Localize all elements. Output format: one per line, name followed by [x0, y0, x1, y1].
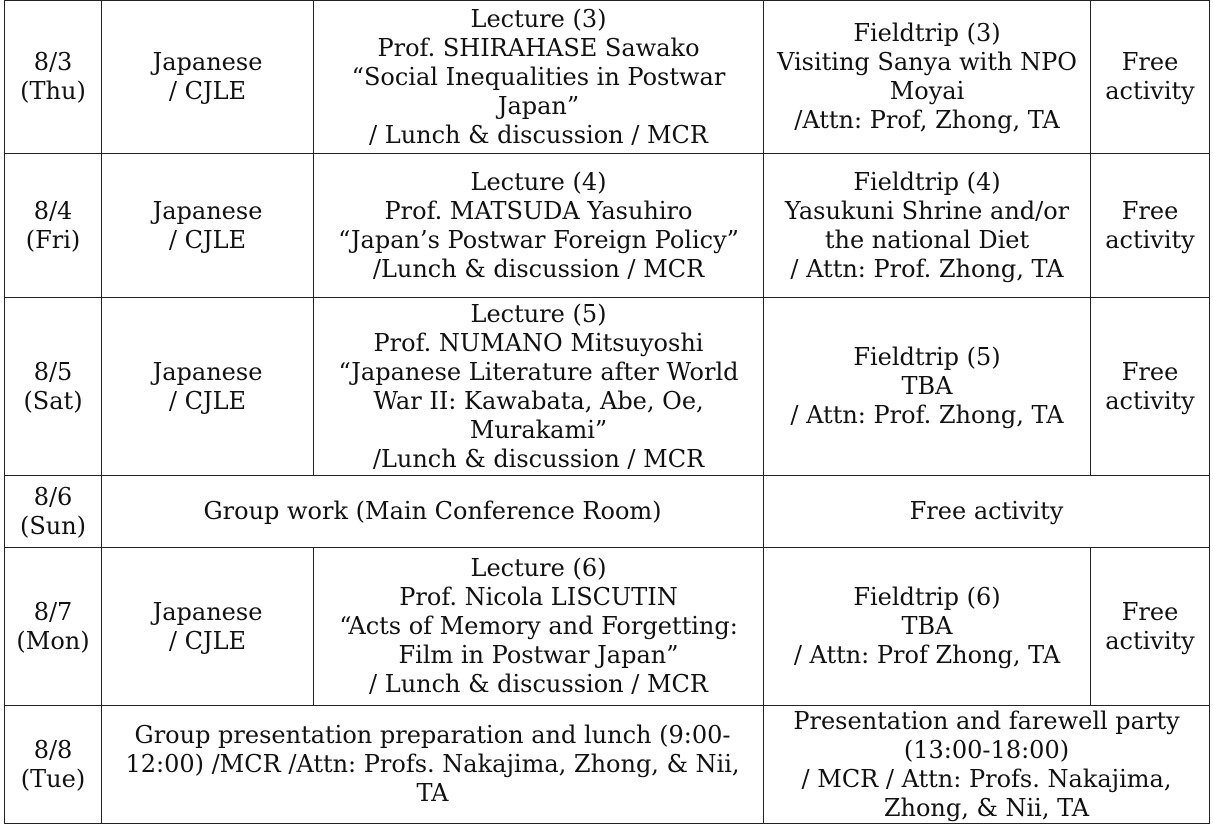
afternoon-activity-cell: Free activity: [764, 476, 1210, 548]
language-class-cell: Japanese / CJLE: [102, 1, 314, 154]
lecture-cell: Lecture (4) Prof. MATSUDA Yasuhiro “Japan’s Postwar Foreign Policy” /Lunch & discussion / MCR: [314, 154, 764, 298]
fieldtrip-cell: Fieldtrip (5) TBA / Attn: Prof. Zhong, TA: [764, 298, 1091, 476]
date-cell: 8/6 (Sun): [5, 476, 102, 548]
free-activity-cell: Free activity: [1091, 298, 1210, 476]
morning-activity-cell: Group work (Main Conference Room): [102, 476, 764, 548]
free-activity-cell: Free activity: [1091, 548, 1210, 706]
date-cell: 8/7 (Mon): [5, 548, 102, 706]
language-class-cell: Japanese / CJLE: [102, 548, 314, 706]
fieldtrip-cell: Fieldtrip (6) TBA / Attn: Prof Zhong, TA: [764, 548, 1091, 706]
schedule-row-8-6: [5, 476, 1210, 548]
schedule-row-8-8: [5, 706, 1210, 824]
fieldtrip-cell: Fieldtrip (3) Visiting Sanya with NPO Moyai /Attn: Prof, Zhong, TA: [764, 1, 1091, 154]
fieldtrip-cell: Fieldtrip (4) Yasukuni Shrine and/or the national Diet / Attn: Prof. Zhong, TA: [764, 154, 1091, 298]
date-cell: 8/3 (Thu): [5, 1, 102, 154]
afternoon-activity-cell: Presentation and farewell party (13:00-18:00) / MCR / Attn: Profs. Nakajima, Zhong, & Nii, TA: [764, 706, 1210, 824]
date-cell: 8/8 (Tue): [5, 706, 102, 824]
date-cell: 8/4 (Fri): [5, 154, 102, 298]
schedule-row-8-5: [5, 298, 1210, 476]
lecture-cell: Lecture (3) Prof. SHIRAHASE Sawako “Social Inequalities in Postwar Japan” / Lunch & discussion / MCR: [314, 1, 764, 154]
morning-activity-cell: Group presentation preparation and lunch (9:00- 12:00) /MCR /Attn: Profs. Nakajima, Zhong, & Nii, TA: [102, 706, 764, 824]
schedule-table: [4, 0, 1210, 824]
language-class-cell: Japanese / CJLE: [102, 154, 314, 298]
schedule-row-8-3: [5, 1, 1210, 154]
lecture-cell: Lecture (5) Prof. NUMANO Mitsuyoshi “Japanese Literature after World War II: Kawabata, Abe, Oe, Murakami” /Lunch & discussion / MCR: [314, 298, 764, 476]
language-class-cell: Japanese / CJLE: [102, 298, 314, 476]
free-activity-cell: Free activity: [1091, 154, 1210, 298]
schedule-row-8-7: [5, 548, 1210, 706]
free-activity-cell: Free activity: [1091, 1, 1210, 154]
lecture-cell: Lecture (6) Prof. Nicola LISCUTIN “Acts of Memory and Forgetting: Film in Postwar Japan” / Lunch & discussion / MCR: [314, 548, 764, 706]
date-cell: 8/5 (Sat): [5, 298, 102, 476]
schedule-row-8-4: [5, 154, 1210, 298]
